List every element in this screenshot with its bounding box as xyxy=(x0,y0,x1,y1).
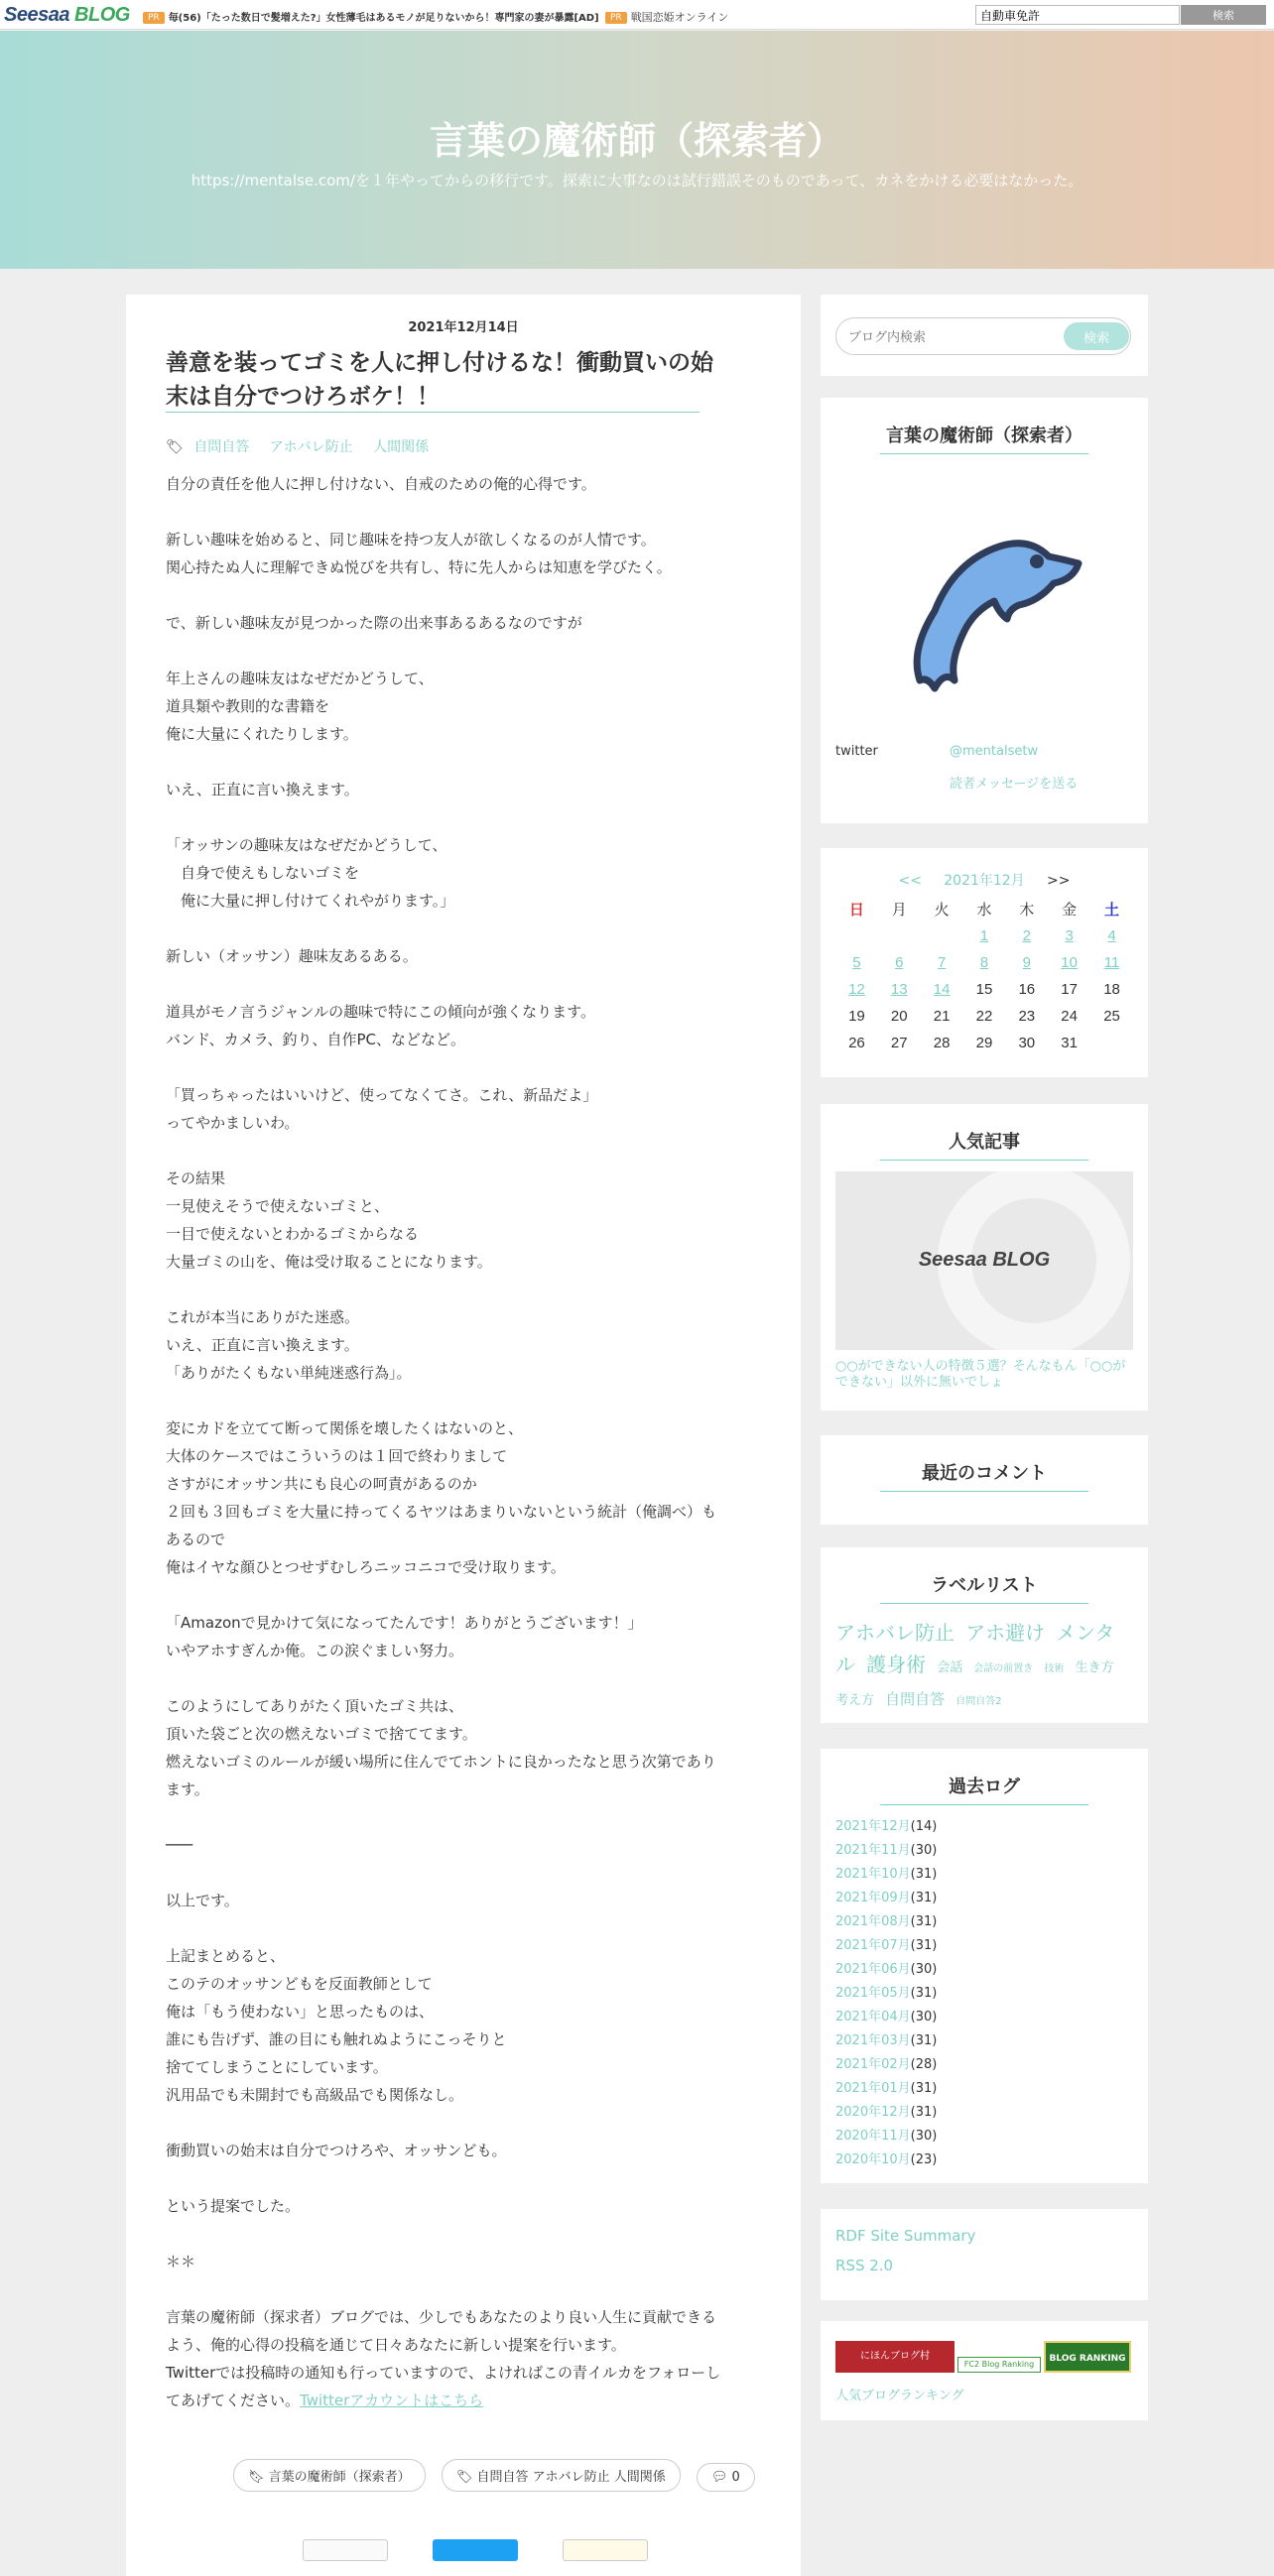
blank-line xyxy=(166,1803,761,1831)
post-paragraph-line: 頂いた袋ごと次の燃えないゴミで捨ててます。 xyxy=(166,1725,477,1743)
ranking-box xyxy=(821,2321,1148,2420)
blank-line xyxy=(166,2164,761,2192)
calendar-day: 26 xyxy=(848,1035,865,1051)
calendar-weekday: 水 xyxy=(976,902,992,919)
label-cloud xyxy=(821,1604,1148,1717)
post-paragraph-line: よう、俺的心得の投稿を通じて日々あなたに新しい提案を行います。 xyxy=(166,2336,626,2354)
calendar-day: 22 xyxy=(975,1008,993,1025)
post-paragraph-line: 関心持たぬ人に理解できぬ悦びを共有し、特に先人からは知恵を学びたく。 xyxy=(166,558,672,576)
post-title[interactable]: 善意を装ってゴミを人に押し付けるな！衝動買いの始末は自分でつけろボケ！！ xyxy=(166,350,713,410)
post-paragraph-line: ２回も３回もゴミを大量に持ってくるヤツはあまりいないという統計（俺調べ）も xyxy=(166,1503,717,1521)
blank-line xyxy=(166,1859,761,1887)
post-paragraph-line: 上記まとめると、 xyxy=(166,1947,286,1965)
archive-month-link[interactable]: 2021年01月 xyxy=(835,2081,911,2096)
post-tag-link[interactable]: 人間関係 xyxy=(373,439,430,455)
archive-month-link[interactable]: 2021年07月 xyxy=(835,1938,911,1953)
post-paragraph-line: これが本当にありがた迷惑。 xyxy=(166,1308,360,1326)
calendar-day: 16 xyxy=(1018,981,1036,998)
archive-month-link[interactable]: 2021年04月 xyxy=(835,2010,911,2024)
post-paragraph-line: 「Amazonで見かけて気になってたんです！ありがとうございます！」 xyxy=(166,1614,643,1632)
post-paragraph-line: Twitterでは投稿時の通知も行っていますので、よければこの青イルカをフォローし xyxy=(166,2364,721,2382)
share-buttons xyxy=(303,2539,688,2561)
label-link[interactable]: アホ避け xyxy=(965,1621,1046,1645)
popular-title: 人気記事 xyxy=(949,1132,1020,1153)
label-list-title: ラベルリスト xyxy=(931,1575,1038,1596)
archive-count: (31) xyxy=(910,1867,938,1882)
post-paragraph-line: いやアホすぎんか俺。この涙ぐましい努力。 xyxy=(166,1642,464,1659)
calendar-day: 21 xyxy=(933,1008,951,1025)
archive-item xyxy=(835,1934,1148,1958)
archive-month-link[interactable]: 2021年10月 xyxy=(835,1867,911,1882)
post-paragraph-line: 道具がモノ言うジャンルの趣味で特にこの傾向が強くなります。 xyxy=(166,1003,595,1021)
archive-item xyxy=(835,2053,1148,2077)
archive-count: (30) xyxy=(910,1843,938,1858)
blank-line xyxy=(166,1276,761,1303)
tag-icon: 🏷︎ xyxy=(166,439,184,455)
post-paragraph-line: その結果 xyxy=(166,1169,226,1187)
archive-list xyxy=(821,1815,1148,2172)
calendar-day: 19 xyxy=(848,1008,865,1025)
post-paragraph-line: ってやかましいわ。 xyxy=(166,1114,300,1132)
calendar-next-link[interactable]: >> xyxy=(1046,873,1071,889)
calendar-day-link[interactable]: 2 xyxy=(1022,927,1031,944)
calendar-day-link[interactable]: 14 xyxy=(933,981,951,998)
post-paragraph-line: 俺はイヤな顔ひとつせずむしろニッコニコで受け取ります。 xyxy=(166,1558,566,1576)
post-paragraph-line: このテのオッサンどもを反面教師として xyxy=(166,1975,433,1993)
feeds-box xyxy=(821,2209,1148,2300)
calendar-nav xyxy=(821,848,1148,890)
footer-tags-link[interactable]: 🏷︎ 自問自答 アホバレ防止 人間関係 xyxy=(442,2459,681,2492)
calendar-day: 31 xyxy=(1061,1035,1078,1051)
bookmark-icon: 🔖︎ xyxy=(248,2470,265,2485)
post-paragraph-line: てあげてください。Twitterアカウントはこちら xyxy=(166,2392,484,2409)
popular-article-link[interactable]: ○○ができない人の特徴５選？そんなもん「○○ができない」以外に無いでしょ xyxy=(835,1359,1126,1390)
calendar-table xyxy=(835,896,1133,1056)
post-paragraph-line: 衝動買いの始末は自分でつけろや、オッサンども。 xyxy=(166,2142,507,2159)
label-link[interactable]: 会話 xyxy=(937,1660,963,1675)
post-paragraph-line: 大体のケースではこういうのは１回で終わりまして xyxy=(166,1447,508,1465)
post-paragraph-line: 道具類や教則的な書籍を xyxy=(166,697,330,715)
profile-box xyxy=(821,398,1148,823)
calendar-month-link[interactable]: 2021年12月 xyxy=(944,873,1025,889)
calendar-day-link[interactable]: 4 xyxy=(1107,927,1116,944)
blank-line xyxy=(166,803,761,831)
post-paragraph-line: という提案でした。 xyxy=(166,2197,301,2215)
archive-count: (31) xyxy=(910,1986,938,2001)
post-tag-link[interactable]: アホバレ防止 xyxy=(269,439,353,455)
archive-month-link[interactable]: 2021年06月 xyxy=(835,1962,911,1977)
post-paragraph-line: あるので xyxy=(166,1531,226,1548)
label-link[interactable]: 技術 xyxy=(1044,1663,1065,1674)
post-paragraph-line: 変にカドを立てて断って関係を壊したくはないのと、 xyxy=(166,1419,524,1437)
calendar-day-link[interactable]: 11 xyxy=(1103,954,1120,971)
hatena-button[interactable] xyxy=(563,2539,648,2561)
post-paragraph-line: 誰にも告げず、誰の目にも触れぬようにこっそりと xyxy=(166,2030,507,2048)
post-paragraph-line: 新しい趣味を始めると、同じ趣味を持つ友人が欲しくなるのが人情です。 xyxy=(166,531,656,549)
calendar-weekday: 土 xyxy=(1104,902,1120,919)
post-paragraph-line: 俺に大量にくれたりします。 xyxy=(166,725,358,743)
archive-count: (28) xyxy=(910,2057,938,2072)
calendar-day: 25 xyxy=(1103,1008,1120,1025)
share-button[interactable] xyxy=(303,2539,388,2561)
archive-count: (31) xyxy=(910,1938,938,1953)
label-link[interactable]: 自問自答2 xyxy=(956,1696,1002,1707)
post-paragraph-line: 自分の責任を他人に押し付けない、自戒のための俺的心得です。 xyxy=(166,475,596,493)
top-ad-link[interactable]: PR 毎(56)「たった数日で髪増えた?」女性薄毛はあるモノが足りないから！専門家の妻が暴露[AD] xyxy=(143,9,599,24)
blank-line xyxy=(166,1137,761,1165)
calendar-day: 17 xyxy=(1061,981,1078,998)
archive-count: (31) xyxy=(910,2033,938,2048)
archive-count: (23) xyxy=(910,2152,938,2167)
post-paragraph-line: 俺は「もう使わない」と思ったものは、 xyxy=(166,2003,435,2021)
archive-count: (31) xyxy=(910,1914,938,1929)
blank-line xyxy=(166,1914,761,1942)
post-paragraph-line: 俺に大量に押し付けてくれやがります。」 xyxy=(166,892,455,910)
post-paragraph-line: 捨ててしまうことにしています。 xyxy=(166,2058,388,2076)
archive-item xyxy=(835,1958,1148,1982)
blank-line xyxy=(166,1581,761,1609)
post-paragraph-line: ます。 xyxy=(166,1780,209,1798)
tag-icon: 🏷︎ xyxy=(455,2470,473,2485)
blank-line xyxy=(166,2109,761,2137)
archive-count: (31) xyxy=(910,2105,938,2120)
profile-title: 言葉の魔術師（探索者） xyxy=(886,426,1083,446)
post-paragraph-line: 「買っちゃったはいいけど、使ってなくてさ。これ、新品だよ」 xyxy=(166,1086,598,1104)
post-paragraph-line: 「オッサンの趣味友はなぜだかどうして、 xyxy=(166,836,447,854)
label-link[interactable]: 護身術 xyxy=(866,1653,927,1676)
post-paragraph-line: 一目で使えないとわかるゴミからなる xyxy=(166,1225,420,1243)
calendar-day-link[interactable]: 10 xyxy=(1061,954,1078,971)
post-paragraph-line: で、新しい趣味友が見つかった際の出来事あるあるなのですが xyxy=(166,614,582,632)
title-underline xyxy=(880,1491,1088,1492)
calendar-day: 29 xyxy=(975,1035,993,1051)
blank-line xyxy=(166,498,761,526)
archive-item xyxy=(835,1815,1148,1839)
twitter-label: twitter xyxy=(835,744,878,759)
blank-line xyxy=(166,2220,761,2248)
post-tags xyxy=(166,436,445,456)
post-paragraph-line: 一見使えそうで使えないゴミと、 xyxy=(166,1197,390,1215)
archive-month-link[interactable]: 2020年12月 xyxy=(835,2105,911,2120)
calendar-weekday: 火 xyxy=(934,902,950,919)
archive-month-link[interactable]: 2021年12月 xyxy=(835,1819,911,1834)
popular-box xyxy=(821,1104,1148,1411)
calendar-weekday: 月 xyxy=(891,902,907,919)
archive-item xyxy=(835,2029,1148,2053)
calendar-box xyxy=(821,848,1148,1077)
dolphin-avatar xyxy=(880,502,1088,700)
archive-item xyxy=(835,2006,1148,2029)
archive-count: (14) xyxy=(910,1819,938,1834)
archive-item xyxy=(835,1839,1148,1863)
archive-count: (31) xyxy=(910,2081,938,2096)
nihon-blogmura-banner[interactable]: にほんブログ村 xyxy=(835,2341,955,2373)
archive-item xyxy=(835,1887,1148,1910)
tweet-button[interactable] xyxy=(433,2539,518,2561)
title-underline xyxy=(880,1160,1088,1161)
post-paragraph-line: 汎用品でも未開封でも高級品でも関係なし。 xyxy=(166,2086,464,2104)
top-bar xyxy=(0,0,1274,30)
label-link[interactable]: 会話の前置き xyxy=(973,1663,1034,1674)
title-underline xyxy=(166,412,700,413)
calendar-day-link[interactable]: 1 xyxy=(979,927,989,944)
archive-month-link[interactable]: 2021年05月 xyxy=(835,1986,911,2001)
post-paragraph-line: 以上です。 xyxy=(166,1892,239,1909)
calendar-day-link[interactable]: 3 xyxy=(1065,927,1074,944)
post-tag-link[interactable]: 自問自答 xyxy=(193,439,250,455)
calendar-day-link[interactable]: 8 xyxy=(979,954,989,971)
calendar-day: 28 xyxy=(933,1035,951,1051)
post-paragraph-line: 自身で使えもしないゴミを xyxy=(166,864,360,882)
calendar-day-link[interactable]: 6 xyxy=(895,954,904,971)
post-paragraph-line: ＊＊ xyxy=(166,2253,196,2270)
post-paragraph-line: 「ありがたくもない単純迷惑行為」。 xyxy=(166,1364,412,1382)
calendar-weekday: 日 xyxy=(848,902,864,919)
calendar-day: 15 xyxy=(975,981,993,998)
blank-line xyxy=(166,581,761,609)
post-paragraph-line: ─── xyxy=(166,1836,193,1854)
popular-ranking-link[interactable]: 人気ブログランキング xyxy=(835,2389,964,2403)
blog-description: https://mentalse.com/を１年やってからの移行です。探索に大事なのは試行錯誤そのものであって、カネをかける必要はなかった。 xyxy=(191,172,1083,189)
article xyxy=(126,295,801,2576)
seesaa-logo[interactable]: Seesaa BLOG xyxy=(4,4,130,26)
archive-box xyxy=(821,1749,1148,2183)
label-link[interactable]: メンタル xyxy=(835,1621,1115,1676)
calendar-day-link[interactable]: 12 xyxy=(848,981,865,998)
post-body xyxy=(166,470,761,2414)
calendar-day-link[interactable]: 7 xyxy=(937,954,947,971)
calendar-day: 24 xyxy=(1061,1008,1078,1025)
twitter-handle-link[interactable]: @mentalsetw xyxy=(950,744,1039,759)
blog-header xyxy=(0,31,1274,269)
calendar-day-link[interactable]: 9 xyxy=(1022,954,1031,971)
calendar-day xyxy=(878,922,921,949)
archive-item xyxy=(835,2077,1148,2101)
blog-ranking-banner[interactable]: BLOG RANKING xyxy=(1044,2341,1131,2373)
rdf-link[interactable]: RDF Site Summary xyxy=(835,2227,976,2245)
blank-line xyxy=(166,1664,761,1692)
blank-line xyxy=(166,2275,761,2303)
archive-count: (30) xyxy=(910,1962,938,1977)
label-link[interactable]: 考え方 xyxy=(835,1693,875,1708)
archive-item xyxy=(835,1982,1148,2006)
calendar-day: 23 xyxy=(1018,1008,1036,1025)
post-paragraph-line: 大量ゴミの山を、俺は受け取ることになります。 xyxy=(166,1253,492,1271)
title-underline xyxy=(880,1804,1088,1805)
blank-line xyxy=(166,915,761,942)
title-underline xyxy=(880,453,1088,454)
comment-count-link[interactable]: 💬︎ 0 xyxy=(697,2463,755,2492)
calendar-day-link[interactable]: 5 xyxy=(852,954,861,971)
label-list-box xyxy=(821,1547,1148,1723)
blank-line xyxy=(166,748,761,776)
archive-month-link[interactable]: 2021年11月 xyxy=(835,1843,911,1858)
post-paragraph-line: バンド、カメラ、釣り、自作PC、などなど。 xyxy=(166,1031,465,1048)
label-link[interactable]: 自問自答 xyxy=(885,1690,946,1708)
calendar-day: 18 xyxy=(1103,981,1120,998)
post-paragraph-line: いえ、正直に言い換えます。 xyxy=(166,1336,359,1354)
top-game-link[interactable]: PR 戦国恋姫オンライン xyxy=(605,9,728,25)
calendar-day xyxy=(1090,1030,1133,1056)
post-paragraph-line: いえ、正直に言い換えます。 xyxy=(166,781,359,798)
archive-month-link[interactable]: 2021年09月 xyxy=(835,1891,911,1905)
post-paragraph-line: 燃えないゴミのルールが緩い場所に住んでてホントに良かったなと思う次第であり xyxy=(166,1753,716,1771)
top-search-input[interactable] xyxy=(975,5,1180,25)
archive-count: (30) xyxy=(910,2129,938,2144)
archive-title: 過去ログ xyxy=(949,1777,1020,1797)
label-link[interactable]: アホバレ防止 xyxy=(835,1621,955,1645)
archive-count: (30) xyxy=(910,2010,938,2024)
archive-month-link[interactable]: 2020年11月 xyxy=(835,2129,911,2144)
archive-item xyxy=(835,2148,1148,2172)
blog-search-button[interactable]: 検索 xyxy=(1064,322,1129,350)
calendar-weekday: 木 xyxy=(1019,902,1035,919)
recent-comments-title: 最近のコメント xyxy=(922,1463,1047,1484)
blog-title[interactable]: 言葉の魔術師（探索者） xyxy=(429,119,844,163)
blank-line xyxy=(166,1053,761,1081)
popular-thumbnail[interactable]: Seesaa BLOG xyxy=(835,1171,1133,1350)
archive-count: (31) xyxy=(910,1891,938,1905)
calendar-day-link[interactable]: 13 xyxy=(890,981,908,998)
calendar-day xyxy=(835,922,878,949)
calendar-day: 20 xyxy=(890,1008,908,1025)
fc2-ranking-banner[interactable]: FC2 Blog Ranking xyxy=(957,2357,1041,2373)
blank-line xyxy=(166,970,761,998)
calendar-day: 30 xyxy=(1018,1035,1036,1051)
post-paragraph-line: 新しい（オッサン）趣味友あるある。 xyxy=(166,947,418,965)
recent-comments-box xyxy=(821,1435,1148,1525)
archive-month-link[interactable]: 2021年02月 xyxy=(835,2057,911,2072)
blank-line xyxy=(166,637,761,665)
calendar-day xyxy=(921,922,963,949)
archive-item xyxy=(835,2125,1148,2148)
post-paragraph-line: さすがにオッサン共にも良心の呵責があるのか xyxy=(166,1475,477,1493)
calendar-day: 27 xyxy=(890,1035,908,1051)
rss-link[interactable]: RSS 2.0 xyxy=(835,2257,894,2274)
archive-item xyxy=(835,2101,1148,2125)
archive-month-link[interactable]: 2020年10月 xyxy=(835,2152,911,2167)
comment-icon: 💬︎ xyxy=(710,2470,728,2485)
archive-item xyxy=(835,1910,1148,1934)
post-footer xyxy=(233,2459,767,2492)
twitter-account-link[interactable]: Twitterアカウントはこちら xyxy=(300,2392,484,2409)
reader-message-link[interactable]: 読者メッセージを送る xyxy=(950,777,1079,792)
archive-item xyxy=(835,1863,1148,1887)
archive-month-link[interactable]: 2021年08月 xyxy=(835,1914,911,1929)
post-date: 2021年12月14日 xyxy=(408,320,519,335)
post-paragraph-line: このようにしてありがたく頂いたゴミ共は、 xyxy=(166,1697,464,1715)
post-paragraph-line: 年上さんの趣味友はなぜだかどうして、 xyxy=(166,670,434,687)
post-paragraph-line: 言葉の魔術師（探求者）ブログでは、少しでもあなたのより良い人生に貢献できる xyxy=(166,2308,717,2326)
blank-line xyxy=(166,1387,761,1414)
label-link[interactable]: 生き方 xyxy=(1075,1660,1114,1675)
calendar-prev-link[interactable]: << xyxy=(898,873,922,889)
archive-month-link[interactable]: 2021年03月 xyxy=(835,2033,911,2048)
top-search-button[interactable]: 検索 xyxy=(1181,5,1266,25)
sidebar-search xyxy=(821,295,1148,376)
calendar-weekday: 金 xyxy=(1062,902,1078,919)
footer-blog-link[interactable]: 🔖︎ 言葉の魔術師（探索者） xyxy=(233,2459,426,2492)
